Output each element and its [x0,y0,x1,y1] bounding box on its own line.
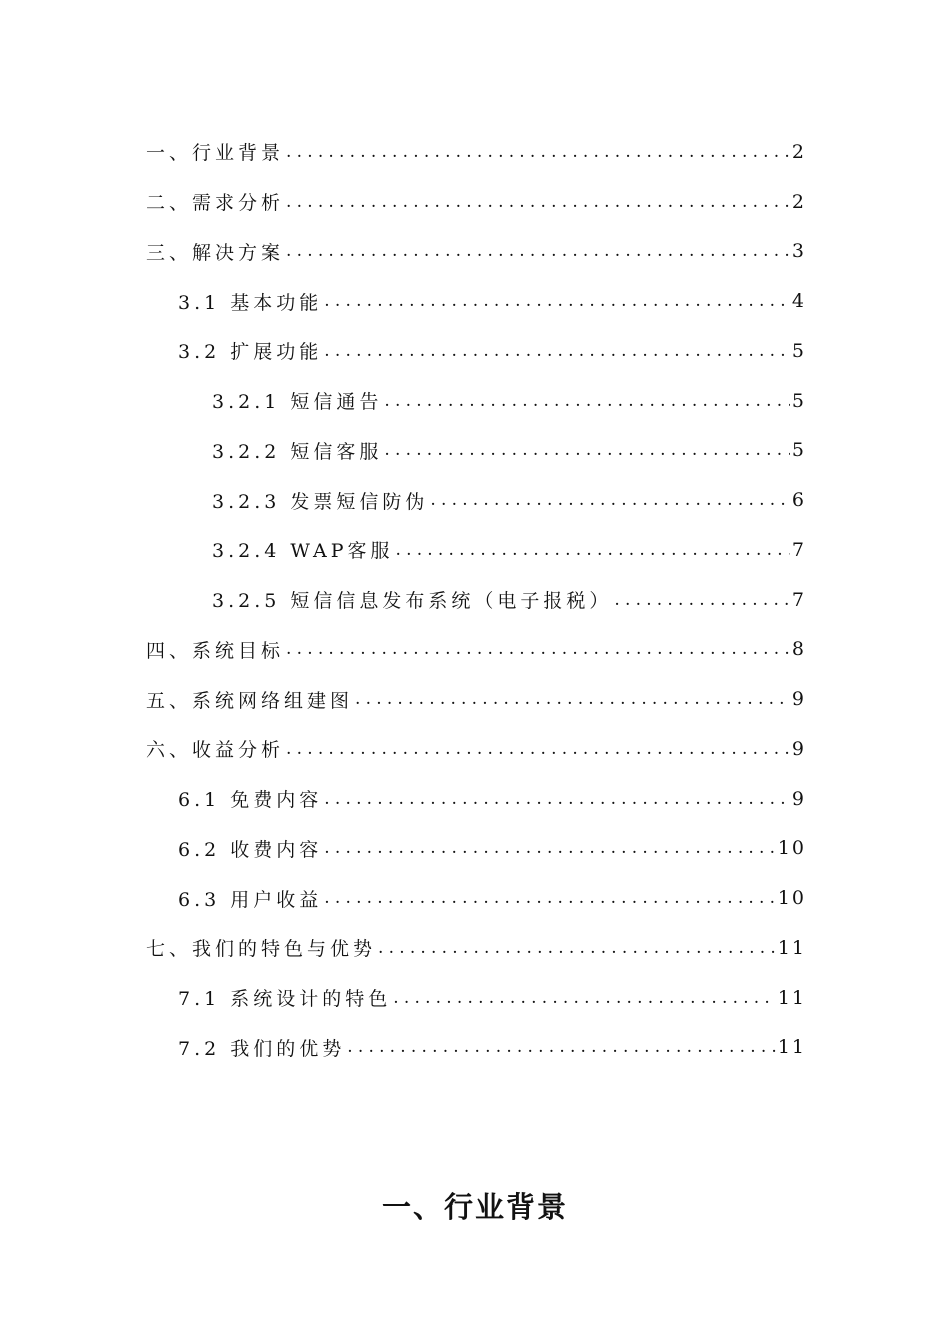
toc-page-number: 3 [791,240,806,263]
toc-dot-leader [347,1037,776,1057]
toc-dot-leader [286,142,790,162]
toc-page-number: 2 [791,140,806,163]
toc-page-number: 9 [791,737,806,760]
toc-page-number: 7 [791,538,806,561]
toc-entry-label: 3.2 扩展功能 [178,341,323,364]
toc-entry-label: 四、系统目标 [146,639,285,662]
toc-entry[interactable] [0,525,950,575]
toc-page-number: 7 [791,588,806,611]
toc-entry-label: 3.2.4 WAP客服 [212,540,394,563]
toc-entry[interactable] [0,326,950,376]
toc-entry-label: 3.2.3 发票短信防伪 [212,490,429,513]
toc-entry-label: 7.1 系统设计的特色 [178,988,392,1011]
toc-entry[interactable] [0,923,950,973]
toc-entry[interactable] [0,625,950,675]
toc-page-number: 9 [791,787,806,810]
toc-page-number: 8 [791,638,806,661]
toc-entry[interactable] [0,227,950,277]
toc-entry[interactable] [0,475,950,525]
toc-page-number: 11 [777,1036,806,1059]
toc-entry-label: 六、收益分析 [146,739,285,762]
toc-entry[interactable] [0,127,950,177]
table-of-contents [0,127,950,1072]
toc-entry-label: 三、解决方案 [146,241,285,264]
toc-entry[interactable] [0,276,950,326]
toc-entry-label: 一、行业背景 [146,142,285,165]
toc-dot-leader [324,888,776,908]
toc-entry[interactable] [0,674,950,724]
toc-entry[interactable] [0,376,950,426]
toc-dot-leader [286,739,790,759]
toc-page-number: 11 [777,986,806,1009]
toc-entry-label: 3.2.1 短信通告 [212,391,383,414]
toc-dot-leader [324,341,790,361]
toc-entry-label: 3.2.2 短信客服 [212,440,383,463]
toc-entry-label: 6.2 收费内容 [178,838,323,861]
toc-page-number: 10 [777,887,806,910]
toc-entry-label: 6.3 用户收益 [178,888,323,911]
toc-entry[interactable] [0,873,950,923]
toc-page-number: 5 [791,389,806,412]
toc-dot-leader [395,540,789,560]
toc-dot-leader [378,938,776,958]
toc-dot-leader [324,838,776,858]
toc-entry[interactable] [0,973,950,1023]
toc-entry-label: 五、系统网络组建图 [146,689,354,712]
toc-entry-label: 7.2 我们的优势 [178,1037,346,1060]
toc-dot-leader [384,391,790,411]
toc-dot-leader [430,490,790,510]
toc-page-number: 4 [791,290,806,313]
toc-entry[interactable] [0,575,950,625]
toc-entry[interactable] [0,177,950,227]
toc-entry[interactable] [0,824,950,874]
toc-dot-leader [393,988,776,1008]
section-heading: 一、行业背景 [381,1190,568,1225]
toc-page-number: 5 [791,339,806,362]
toc-dot-leader [324,789,790,809]
toc-page-number: 6 [791,489,806,512]
toc-entry-label: 6.1 免费内容 [178,789,323,812]
toc-entry[interactable] [0,724,950,774]
toc-dot-leader [355,689,790,709]
toc-dot-leader [324,291,790,311]
toc-page-number: 10 [777,837,806,860]
toc-dot-leader [384,440,790,460]
toc-dot-leader [614,590,790,610]
toc-page-number: 9 [791,688,806,711]
toc-entry-label: 3.1 基本功能 [178,291,323,314]
toc-entry[interactable] [0,774,950,824]
toc-entry[interactable] [0,426,950,476]
toc-page-number: 2 [791,190,806,213]
toc-dot-leader [286,639,790,659]
toc-entry[interactable] [0,1023,950,1073]
toc-page-number: 11 [777,936,806,959]
toc-dot-leader [286,241,790,261]
toc-entry-label: 七、我们的特色与优势 [146,938,377,961]
toc-entry-label: 二、需求分析 [146,192,285,215]
toc-entry-label: 3.2.5 短信信息发布系统（电子报税） [212,590,613,613]
toc-page-number: 5 [791,439,806,462]
toc-dot-leader [286,192,790,212]
